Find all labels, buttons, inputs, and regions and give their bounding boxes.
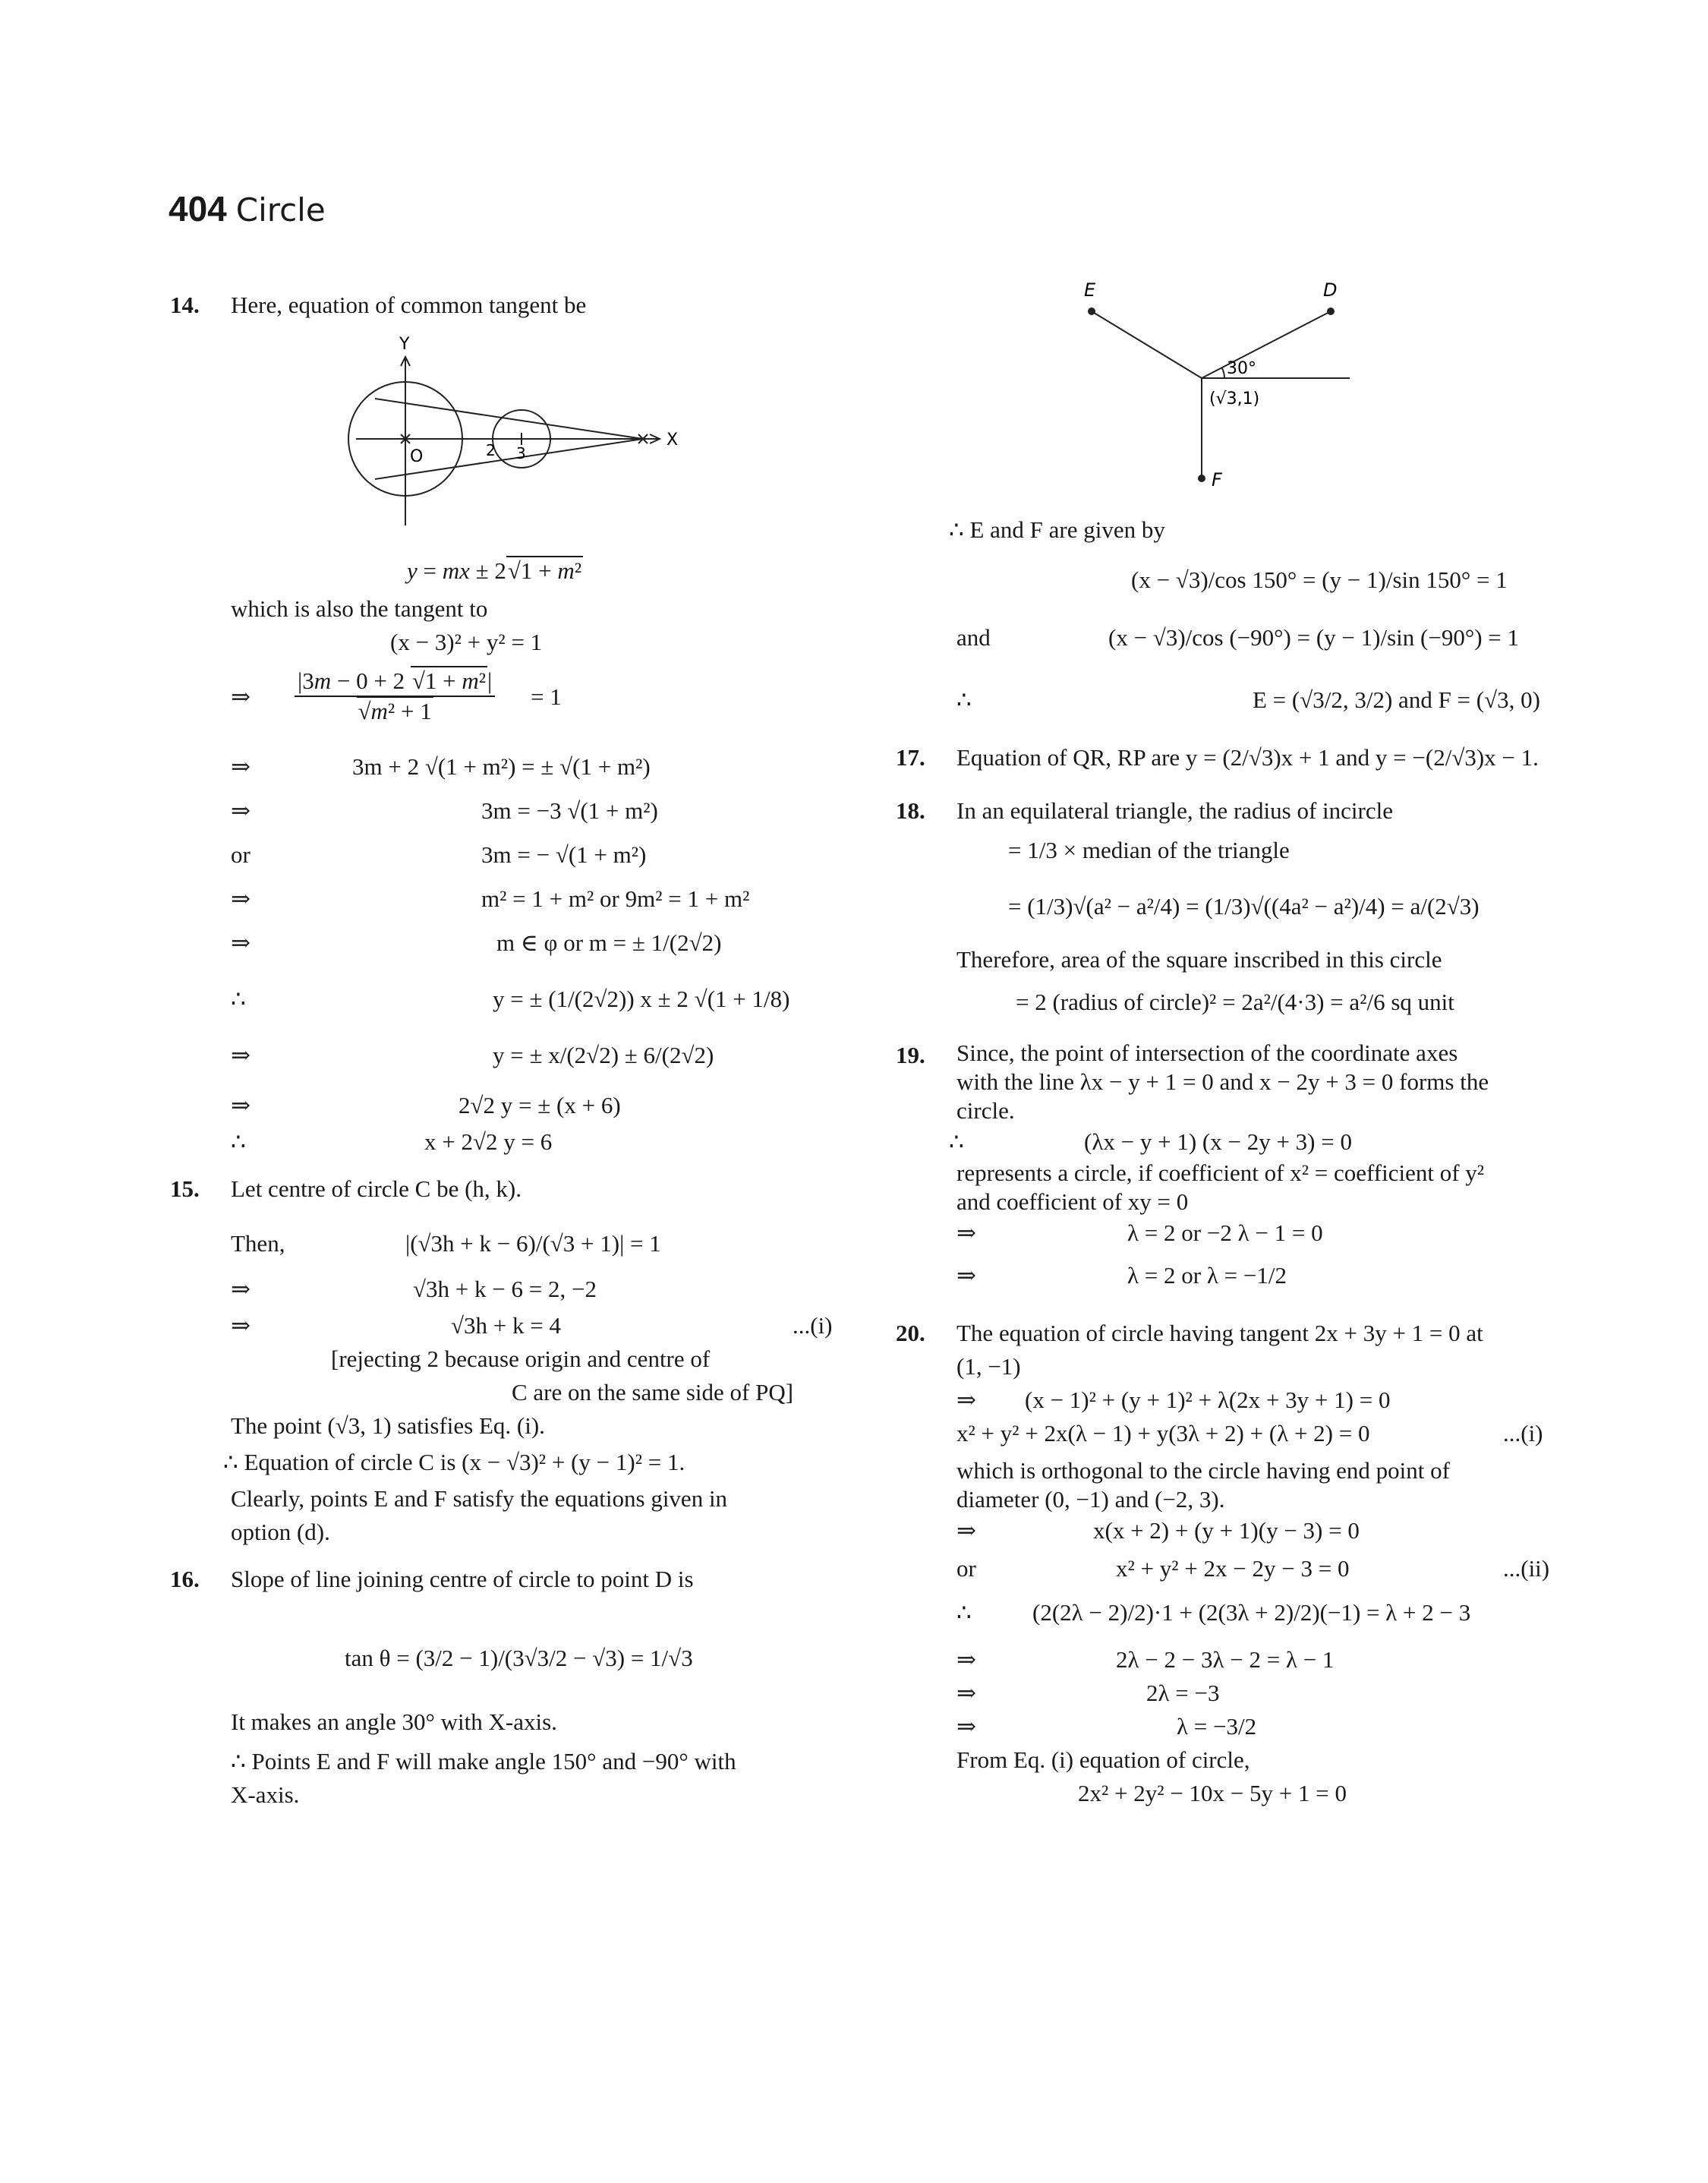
q14-step-4: 3m = − √(1 + m²) [481,841,647,868]
q20-text-1: The equation of circle having tangent 2x + 3y + 1 = 0 at [956,1320,1483,1346]
q15-clearly-1: Clearly, points E and F satisfy the equations given in [231,1485,728,1512]
point-d-label: D [1323,281,1338,301]
q14-step-3: 3m = −3 √(1 + m²) [481,797,658,824]
q16-line-1: (x − √3)/cos 150° = (y − 1)/sin 150° = 1 [1131,566,1508,593]
solution-19 [894,1039,1562,1292]
q20-step-7: 2λ = −3 [1146,1680,1220,1706]
implies-symbol: ⇒ [231,753,251,780]
implies-symbol: ⇒ [231,885,251,912]
q14-circle: (x − 3)² + y² = 1 [390,629,543,655]
solution-14: 14. Here, equation of common tangent be Y X O 2 3 y = mx ± 2√1 + m² which is also the tangent to (x − 3)² + y² = 1 ⇒ |3m − 0 + 2 √1 + m²| √m² + 1 = 1 ⇒ 3m + 2 √(1 + m²) = ± √(1 + m²) ⇒ 3m = −3 √(1 + m²) or 3m = − √(1 + m²) ⇒ m² = 1 + m² or 9m² = 1 + m² ⇒ m ∈ φ or m = ± 1/(2√2) ∴ y = ± (1/(2√2)) x ± 2 √(1 + 1/8) ⇒ y = ± x/(2√2) ± 6/(2√2) ⇒ 2√2 y = ± (x + 6) ∴ x + 2√2 y = 6 [169,289,852,1159]
question-number: 19. [896,1042,925,1068]
q15-clearly-2: option (d). [231,1519,330,1545]
or-label: or [231,841,251,868]
q18-step-3: = 2 (radius of circle)² = 2a²/(4·3) = a²/6 sq unit [1016,989,1454,1015]
q20-step-6: 2λ − 2 − 3λ − 2 = λ − 1 [1116,1646,1335,1673]
implies-symbol: ⇒ [231,929,251,956]
q16-result: E = (√3/2, 3/2) and F = (√3, 0) [1253,686,1540,713]
implies-symbol: ⇒ [956,1386,976,1413]
chapter-title: Circle [235,191,326,229]
therefore-symbol: ∴ [231,986,246,1012]
tick-2-label: 2 [486,441,496,459]
implies-symbol: ⇒ [231,683,251,710]
point-e-label: E [1084,281,1096,301]
q14-step-2: 3m + 2 √(1 + m²) = ± √(1 + m²) [352,753,651,780]
q18-therefore: Therefore, area of the square inscribed in this circle [956,946,1442,973]
q17-text: Equation of QR, RP are y = (2/√3)x + 1 and y = −(2/√3)x − 1. [956,744,1539,771]
q19-text-2: with the line λx − y + 1 = 0 and x − 2y + 3 = 0 forms the [956,1068,1489,1095]
q19-step-2: λ = 2 or −2 λ − 1 = 0 [1127,1219,1323,1246]
solution-20 [894,1317,1562,1810]
implies-symbol: ⇒ [231,1092,251,1118]
q15-note-1: [rejecting 2 because origin and centre of [331,1345,711,1372]
q20-text-2: (1, −1) [956,1353,1021,1380]
q14-step-5: m² = 1 + m² or 9m² = 1 + m² [481,885,750,912]
implies-symbol: ⇒ [956,1646,976,1673]
q16-tan: tan θ = (3/2 − 1)/(3√3/2 − √3) = 1/√3 [345,1645,693,1671]
q15-intro: Let centre of circle C be (h, k). [231,1175,522,1202]
q15-step-2: √3h + k − 6 = 2, −2 [413,1276,597,1302]
q18-intro: In an equilateral triangle, the radius of incircle [956,797,1393,824]
question-number: 20. [896,1320,925,1346]
q16-angle: It makes an angle 30° with X-axis. [231,1708,557,1735]
q19-text-3: circle. [956,1097,1015,1124]
tick-3-label: 3 [516,444,526,462]
question-number: 15. [170,1175,200,1202]
q18-step-2: = (1/3)√(a² − a²/4) = (1/3)√((4a² − a²)/4) = a/(2√3) [1008,893,1480,920]
q14-step-10: x + 2√2 y = 6 [424,1128,553,1155]
q16-intro: Slope of line joining centre of circle to point D is [231,1566,694,1592]
or-label: or [956,1555,976,1582]
q16-figure [1061,281,1441,509]
page-number: 404 [169,189,227,229]
solution-18 [894,794,1562,1019]
therefore-symbol: ∴ [956,686,972,713]
centre-label: (√3,1) [1209,390,1260,409]
q20-step-5: (2(2λ − 2)/2)·1 + (2(3λ + 2)/2)(−1) = λ + 2 − 3 [1032,1599,1471,1626]
q14-intro: Here, equation of common tangent be [231,292,587,318]
solution-15 [169,1172,852,1549]
therefore-symbol: ∴ [949,1128,964,1155]
q20-step-2: x² + y² + 2x(λ − 1) + y(3λ + 2) + (λ + 2) = 0 [956,1420,1370,1446]
q19-text-4: represents a circle, if coefficient of x² = coefficient of y² [956,1159,1485,1186]
q20-step-4: x² + y² + 2x − 2y − 3 = 0 [1116,1555,1350,1582]
q19-step-1: (λx − y + 1) (x − 2y + 3) = 0 [1084,1128,1352,1155]
implies-symbol: ⇒ [956,1680,976,1706]
q19-step-3: λ = 2 or λ = −1/2 [1127,1262,1287,1289]
q16-points-2: X-axis. [231,1781,300,1808]
q20-tag-2: ...(ii) [1503,1555,1550,1582]
q20-step-8: λ = −3/2 [1177,1713,1257,1740]
page-header [169,188,326,229]
q16-line-2: (x − √3)/cos (−90°) = (y − 1)/sin (−90°) = 1 [1108,624,1520,651]
implies-symbol: ⇒ [956,1219,976,1246]
q20-final: 2x² + 2y² − 10x − 5y + 1 = 0 [1078,1780,1347,1806]
q19-text-1: Since, the point of intersection of the coordinate axes [956,1039,1458,1066]
q14-step-6: m ∈ φ or m = ± 1/(2√2) [496,929,722,956]
therefore-symbol: ∴ [231,1128,246,1155]
implies-symbol: ⇒ [956,1713,976,1740]
q19-text-5: and coefficient of xy = 0 [956,1188,1189,1215]
implies-symbol: ⇒ [231,797,251,824]
solution-17 [894,741,1562,774]
q15-equation: ∴ Equation of circle C is (x − √3)² + (y − 1)² = 1. [223,1449,685,1475]
question-number: 18. [896,797,925,824]
and-label: and [956,624,991,651]
q20-text-4: diameter (0, −1) and (−2, 3). [956,1486,1225,1513]
q20-step-1: (x − 1)² + (y + 1)² + λ(2x + 3y + 1) = 0 [1025,1386,1391,1413]
point-f-label: F [1212,469,1222,491]
implies-symbol: ⇒ [231,1276,251,1302]
q18-step-1: = 1/3 × median of the triangle [1008,837,1290,863]
q14-step-8: y = ± x/(2√2) ± 6/(2√2) [493,1042,714,1068]
angle-label: 30° [1227,359,1256,378]
question-number: 16. [170,1566,200,1592]
implies-symbol: ⇒ [956,1517,976,1544]
q14-step-7: y = ± (1/(2√2)) x ± 2 √(1 + 1/8) [493,986,790,1012]
q15-tag: ...(i) [793,1312,833,1339]
q20-tag-1: ...(i) [1503,1420,1543,1446]
solution-16-continued [894,513,1562,717]
q14-step-9: 2√2 y = ± (x + 6) [459,1092,621,1118]
right-column [894,281,1562,1810]
implies-symbol: ⇒ [956,1262,976,1289]
question-number: 17. [896,744,925,771]
q20-step-3: x(x + 2) + (y + 1)(y − 3) = 0 [1093,1517,1360,1544]
y-axis-label: Y [399,335,410,354]
q14-figure [345,327,724,547]
q15-note-2: C are on the same side of PQ] [512,1379,794,1405]
left-column [169,289,852,1812]
therefore-symbol: ∴ [956,1599,972,1626]
origin-label: O [410,447,424,466]
solution-16 [169,1563,852,1812]
q20-text-3: which is orthogonal to the circle having end point of [956,1457,1450,1484]
q15-point: The point (√3, 1) satisfies Eq. (i). [231,1412,545,1439]
x-axis-label: X [666,431,679,450]
q16-points-1: ∴ Points E and F will make angle 150° and −90° with [231,1748,736,1774]
question-number: 14. [170,292,200,318]
q14-also: which is also the tangent to [231,595,488,622]
q15-step-1: |(√3h + k − 6)/(√3 + 1)| = 1 [405,1230,661,1257]
q16-given: ∴ E and F are given by [949,516,1165,543]
q15-then: Then, [231,1230,285,1257]
implies-symbol: ⇒ [231,1042,251,1068]
implies-symbol: ⇒ [231,1312,251,1339]
q15-step-3: √3h + k = 4 [451,1312,561,1339]
q20-from: From Eq. (i) equation of circle, [956,1746,1250,1773]
